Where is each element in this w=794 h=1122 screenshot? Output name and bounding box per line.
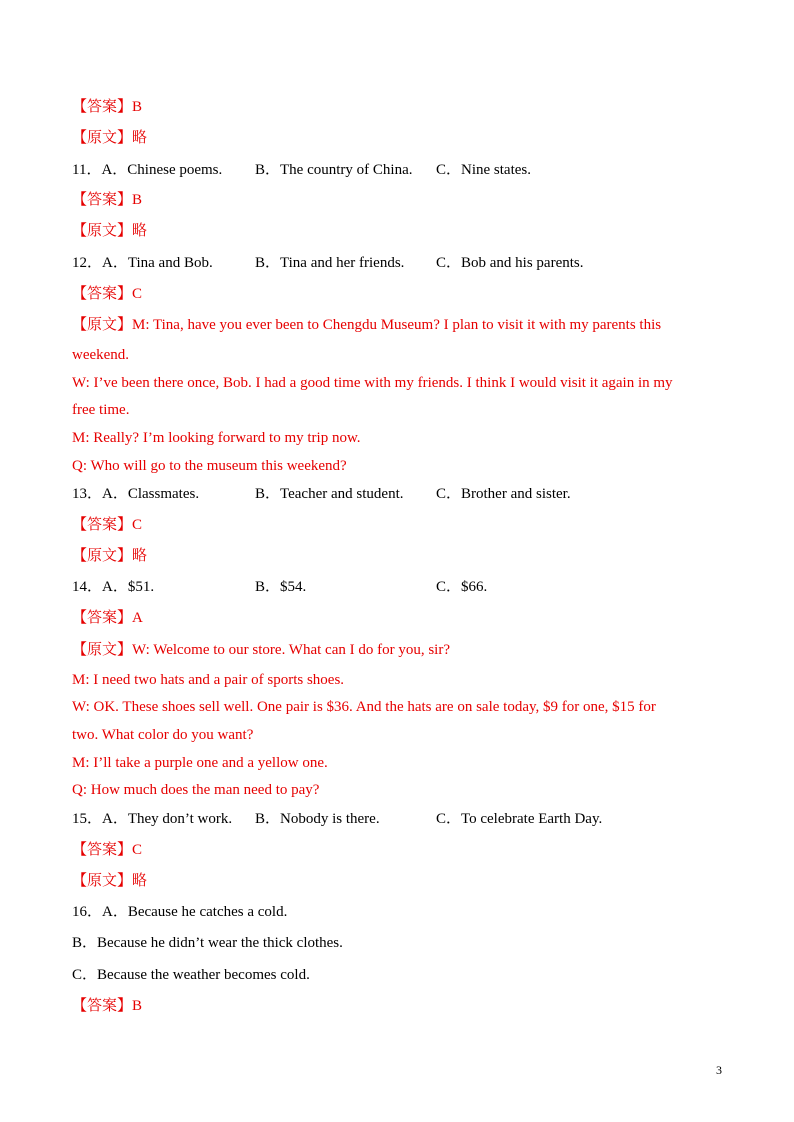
option-a: 11．A．Chinese poems.: [72, 162, 223, 178]
transcript-line: Q: Who will go to the museum this weekend?: [72, 458, 347, 474]
transcript-line: weekend.: [72, 347, 130, 363]
option-b: B．$54.: [255, 579, 307, 595]
transcript-line: two. What color do you want?: [72, 727, 254, 743]
answer-line: 【答案】C: [72, 517, 143, 533]
option-c: C．Brother and sister.: [436, 486, 571, 502]
option-a: 12．A．Tina and Bob.: [72, 255, 213, 271]
option-c: C．Nine states.: [436, 162, 531, 178]
answer-line: 【答案】B: [72, 99, 143, 115]
answer-line: 【答案】C: [72, 286, 143, 302]
transcript-line: M: Really? I’m looking forward to my trip now.: [72, 430, 361, 446]
option-b: B．The country of China.: [255, 162, 413, 178]
transcript-line: 【原文】略: [72, 130, 148, 146]
option-b: B．Teacher and student.: [255, 486, 404, 502]
answer-line: 【答案】C: [72, 842, 143, 858]
transcript-line: M: I need two hats and a pair of sports shoes.: [72, 672, 345, 688]
page-number: 3: [716, 1063, 722, 1077]
question-11: [72, 161, 722, 179]
transcript-line: W: I’ve been there once, Bob. I had a good time with my friends. I think I would visit it again in my: [72, 375, 673, 391]
question-15: [72, 810, 722, 828]
question-16-option-b: B．Because he didn’t wear the thick clothes.: [72, 935, 343, 951]
transcript-line: 【原文】W: Welcome to our store. What can I do for you, sir?: [72, 642, 451, 658]
answer-line: 【答案】A: [72, 610, 143, 626]
transcript-line: 【原文】略: [72, 223, 148, 239]
option-a: 14．A．$51.: [72, 579, 155, 595]
question-12: [72, 254, 722, 272]
option-b: B．Nobody is there.: [255, 811, 380, 827]
transcript-line: 【原文】略: [72, 873, 148, 889]
question-16-option-c: C．Because the weather becomes cold.: [72, 967, 310, 983]
transcript-line: W: OK. These shoes sell well. One pair is $36. And the hats are on sale today, $9 for one, $15 for: [72, 699, 656, 715]
transcript-line: 【原文】略: [72, 548, 148, 564]
transcript-line: free time.: [72, 402, 130, 418]
question-13: [72, 485, 722, 503]
answer-line: 【答案】B: [72, 998, 143, 1014]
option-b: B．Tina and her friends.: [255, 255, 405, 271]
answer-line: 【答案】B: [72, 192, 143, 208]
option-c: C．To celebrate Earth Day.: [436, 811, 603, 827]
option-c: C．Bob and his parents.: [436, 255, 584, 271]
option-a: 13．A．Classmates.: [72, 486, 200, 502]
option-c: C．$66.: [436, 579, 488, 595]
option-a: 15．A．They don’t work.: [72, 811, 233, 827]
question-14: [72, 578, 722, 596]
transcript-line: Q: How much does the man need to pay?: [72, 782, 320, 798]
question-16-option-a: 16．A．Because he catches a cold.: [72, 904, 288, 920]
transcript-line: M: I’ll take a purple one and a yellow one.: [72, 755, 328, 771]
transcript-line: 【原文】M: Tina, have you ever been to Chengdu Museum? I plan to visit it with my parents this: [72, 317, 662, 333]
